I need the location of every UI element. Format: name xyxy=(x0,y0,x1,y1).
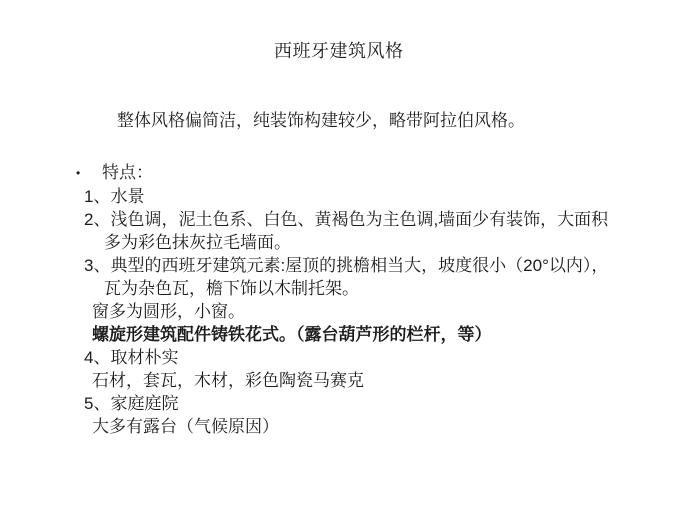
list-item-3-elements-continued: 瓦为杂色瓦，檐下饰以木制托架。 xyxy=(104,279,359,298)
list-item-3-ironwork-note: 螺旋形建筑配件铸铁花式。（露台葫芦形的栏杆，等） xyxy=(92,325,492,344)
list-item-features-heading xyxy=(0,161,698,185)
list-item-5-courtyard: 5、家庭庭院 xyxy=(84,394,179,413)
page-title: 西班牙建筑风格 xyxy=(274,41,404,61)
feature-list xyxy=(0,161,698,438)
list-item-2-colors: 2、浅色调，泥土色系、白色、黄褐色为主色调,墙面少有装饰，大面积 xyxy=(84,210,609,229)
features-heading-label: 特点： xyxy=(102,163,153,182)
list-item-1-water: 1、水景 xyxy=(84,187,145,206)
intro-text: 整体风格偏简洁，纯装饰构建较少，略带阿拉伯风格。 xyxy=(117,111,525,130)
bullet-icon: • xyxy=(76,166,81,180)
list-item-4-materials: 4、取材朴实 xyxy=(84,348,179,367)
list-item-3-elements: 3、典型的西班牙建筑元素:屋顶的挑檐相当大，坡度很小（20°以内）， xyxy=(84,256,609,275)
list-item-2-colors-continued: 多为彩色抹灰拉毛墙面。 xyxy=(104,233,291,252)
list-item-5-courtyard-detail: 大多有露台（气候原因） xyxy=(92,417,279,436)
list-item-3-windows-note: 窗多为圆形，小窗。 xyxy=(92,302,245,321)
list-item-4-materials-detail: 石材，套瓦，木材，彩色陶瓷马赛克 xyxy=(92,371,364,390)
